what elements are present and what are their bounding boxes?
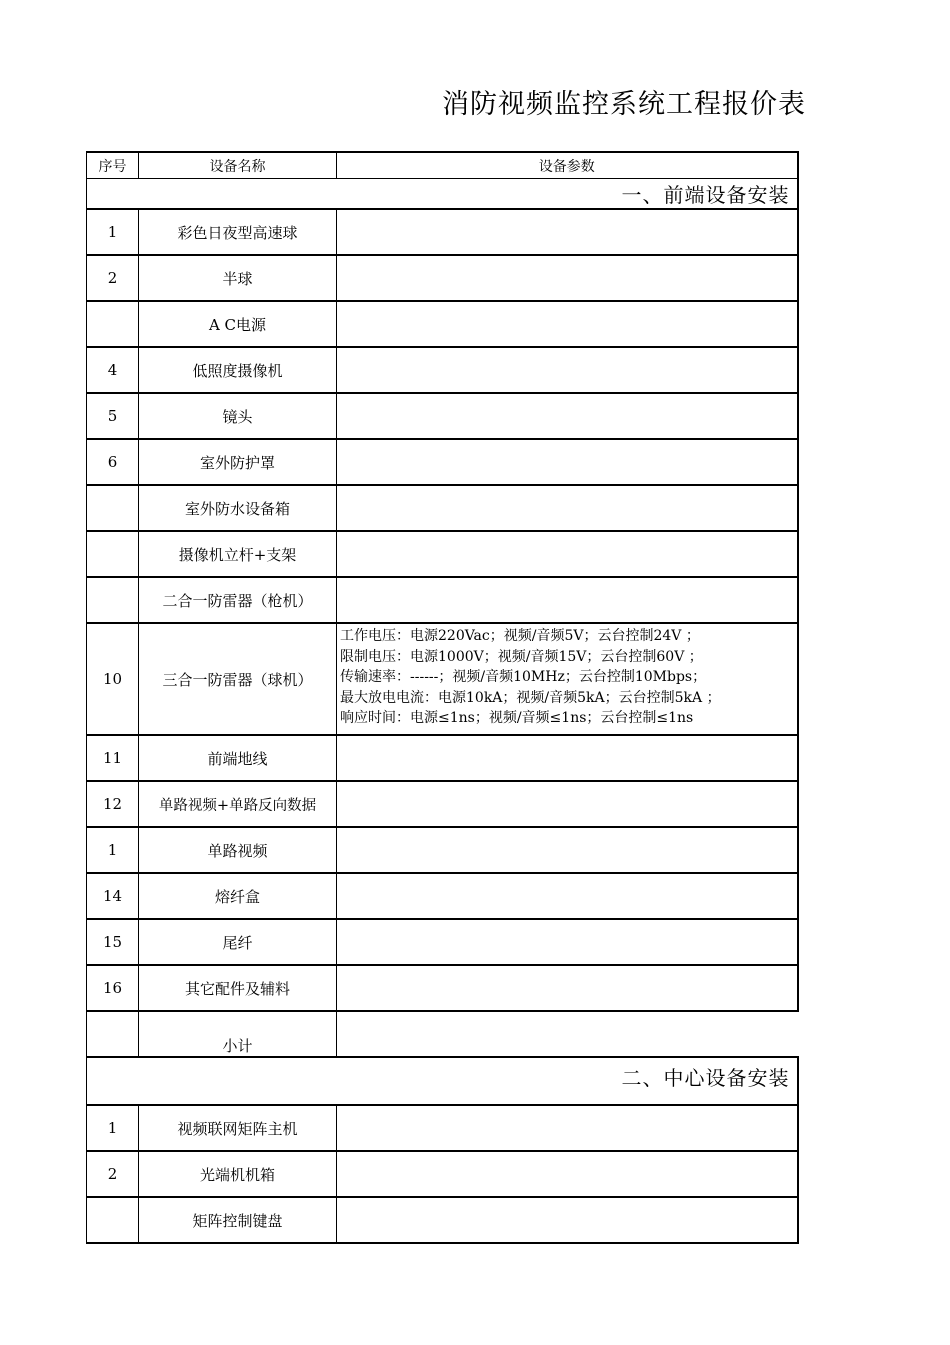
param-line-response: 响应时间：电源≤1ns；视频/音频≤1ns；云台控制≤1ns xyxy=(340,710,694,726)
cell-params[interactable] xyxy=(337,1105,798,1151)
cell-no[interactable]: 2 xyxy=(87,1151,139,1197)
cell-params[interactable] xyxy=(337,347,798,393)
section-title[interactable]: 二、中心设备安装 xyxy=(87,1057,798,1105)
table-row xyxy=(87,1197,798,1243)
table-row xyxy=(87,781,798,827)
cell-name[interactable]: 尾纤 xyxy=(139,919,337,965)
table-row xyxy=(87,485,798,531)
cell-no[interactable] xyxy=(87,577,139,623)
cell-name[interactable]: 单路视频 xyxy=(139,827,337,873)
sheet-title: 消防视频监控系统工程报价表 xyxy=(442,89,806,120)
cell-params[interactable] xyxy=(337,209,798,255)
cell-name[interactable]: 前端地线 xyxy=(139,735,337,781)
table-row xyxy=(87,873,798,919)
cell-params[interactable] xyxy=(337,485,798,531)
cell-name[interactable]: 室外防水设备箱 xyxy=(139,485,337,531)
cell-name[interactable]: 镜头 xyxy=(139,393,337,439)
table-row xyxy=(87,1151,798,1197)
table-row xyxy=(87,1105,798,1151)
param-line-limit-voltage: 限制电压：电源1000V；视频/音频15V；云台控制60V ； xyxy=(340,648,703,665)
cell-params[interactable] xyxy=(337,965,798,1011)
section-title[interactable]: 一、前端设备安装 xyxy=(87,179,798,210)
cell-no[interactable]: 1 xyxy=(87,1105,139,1151)
table-row xyxy=(87,439,798,485)
table-row xyxy=(87,531,798,577)
cell-no[interactable]: 16 xyxy=(87,965,139,1011)
cell-name[interactable]: 矩阵控制键盘 xyxy=(139,1197,337,1243)
cell-params[interactable] xyxy=(337,623,798,735)
header-no[interactable]: 序号 xyxy=(87,152,139,179)
table-row xyxy=(87,577,798,623)
cell-no[interactable]: 12 xyxy=(87,781,139,827)
cell-no[interactable]: 2 xyxy=(87,255,139,301)
cell-no[interactable] xyxy=(87,301,139,347)
cell-no[interactable]: 11 xyxy=(87,735,139,781)
cell-no[interactable]: 10 xyxy=(87,623,139,735)
table-row xyxy=(87,965,798,1011)
cell-name[interactable]: 低照度摄像机 xyxy=(139,347,337,393)
param-line-max-current: 最大放电电流：电源10kA；视频/音频5kA；云台控制5kA ； xyxy=(340,689,721,706)
header-row xyxy=(87,152,798,179)
table-row xyxy=(87,827,798,873)
cell-params[interactable] xyxy=(337,781,798,827)
cell-no[interactable] xyxy=(87,531,139,577)
cell-name[interactable]: 二合一防雷器（枪机） xyxy=(139,577,337,623)
cell-name[interactable]: 熔纤盒 xyxy=(139,873,337,919)
cell-name[interactable]: 三合一防雷器（球机） xyxy=(139,623,337,735)
cell-no[interactable]: 14 xyxy=(87,873,139,919)
header-name[interactable]: 设备名称 xyxy=(139,152,337,179)
table-row xyxy=(87,255,798,301)
cell-name[interactable]: 摄像机立杆+支架 xyxy=(139,531,337,577)
section-row xyxy=(87,1057,798,1105)
cell-params[interactable] xyxy=(337,531,798,577)
table-row xyxy=(87,393,798,439)
table-row xyxy=(87,301,798,347)
cell-name[interactable]: A C电源 xyxy=(139,301,337,347)
subtotal-label[interactable]: 小计 xyxy=(139,1011,337,1057)
table-row xyxy=(87,919,798,965)
table-row xyxy=(87,209,798,255)
cell-no[interactable] xyxy=(87,485,139,531)
table-row xyxy=(87,735,798,781)
cell-name[interactable]: 视频联网矩阵主机 xyxy=(139,1105,337,1151)
cell-name[interactable]: 光端机机箱 xyxy=(139,1151,337,1197)
cell-params[interactable] xyxy=(337,735,798,781)
subtotal-row xyxy=(87,1011,798,1057)
param-line-voltage: 工作电压：电源220Vac；视频/音频5V；云台控制24V ； xyxy=(340,628,700,644)
cell-no[interactable]: 4 xyxy=(87,347,139,393)
cell-name[interactable]: 彩色日夜型高速球 xyxy=(139,209,337,255)
cell-params[interactable] xyxy=(337,873,798,919)
cell-params[interactable] xyxy=(337,393,798,439)
cell-no[interactable]: 1 xyxy=(87,827,139,873)
cell-params[interactable] xyxy=(337,1151,798,1197)
header-params[interactable]: 设备参数 xyxy=(337,152,798,179)
cell-no[interactable]: 5 xyxy=(87,393,139,439)
cell-params[interactable] xyxy=(337,827,798,873)
cell-params[interactable] xyxy=(337,301,798,347)
cell-params[interactable] xyxy=(337,255,798,301)
cell-name[interactable]: 单路视频+单路反向数据 xyxy=(139,781,337,827)
quotation-table xyxy=(86,151,799,1244)
table-row xyxy=(87,347,798,393)
table-row xyxy=(87,623,798,735)
cell-params[interactable] xyxy=(337,577,798,623)
cell-no[interactable]: 15 xyxy=(87,919,139,965)
cell-name[interactable]: 室外防护罩 xyxy=(139,439,337,485)
cell-name[interactable]: 半球 xyxy=(139,255,337,301)
cell-name[interactable]: 其它配件及辅料 xyxy=(139,965,337,1011)
cell-no[interactable]: 6 xyxy=(87,439,139,485)
cell-params[interactable] xyxy=(337,1197,798,1243)
cell-no[interactable] xyxy=(87,1197,139,1243)
section-row xyxy=(87,179,798,210)
cell-no[interactable]: 1 xyxy=(87,209,139,255)
subtotal-value[interactable] xyxy=(337,1011,798,1057)
cell-params[interactable] xyxy=(337,919,798,965)
cell-params[interactable] xyxy=(337,439,798,485)
cell-no[interactable] xyxy=(87,1011,139,1057)
param-line-rate: 传输速率：------；视频/音频10MHz；云台控制10Mbps； xyxy=(340,669,707,685)
